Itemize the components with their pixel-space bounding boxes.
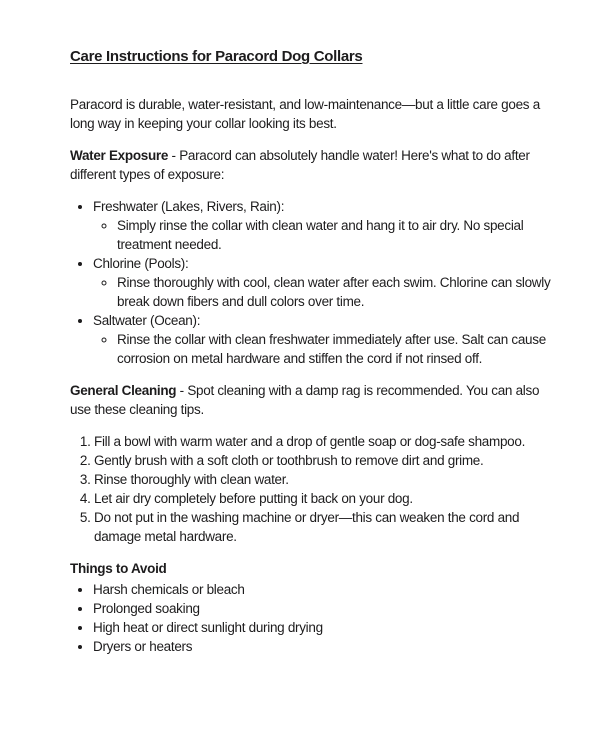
bullet-item-detail: Simply rinse the collar with clean water and hang it to air dry. No special treatment needed.	[117, 218, 524, 252]
list-item	[117, 216, 560, 254]
general-cleaning-lead: - Spot cleaning with a damp rag is recommended. You can also use these cleaning tips.	[70, 383, 540, 417]
bullet-item-label: Saltwater (Ocean):	[93, 313, 201, 328]
sub-list	[93, 216, 560, 254]
water-exposure-lead: - Paracord can absolutely handle water! Here's what to do after different types of exposure:	[70, 148, 530, 182]
cleaning-steps-list	[70, 432, 560, 546]
list-item	[93, 254, 560, 311]
list-item	[117, 273, 560, 311]
intro-paragraph	[70, 95, 560, 133]
water-exposure-heading: Water Exposure	[70, 148, 169, 163]
document-title: Care Instructions for Paracord Dog Collars	[70, 48, 363, 65]
avoid-item: • Prolonged soaking	[93, 599, 560, 618]
avoid-item: • Dryers or heaters	[93, 637, 560, 656]
list-item	[93, 197, 560, 254]
avoid-item: • Harsh chemicals or bleach	[93, 580, 560, 599]
cleaning-step: 2. Gently brush with a soft cloth or toothbrush to remove dirt and grime.	[94, 451, 560, 470]
general-cleaning-heading: General Cleaning	[70, 383, 177, 398]
cleaning-step: 5. Do not put in the washing machine or dryer—this can weaken the cord and damage metal hardware.	[94, 508, 560, 546]
sub-list	[93, 273, 560, 311]
bullet-item-detail: Rinse thoroughly with cool, clean water after each swim. Chlorine can slowly break down fibers and dull colors over time.	[117, 275, 551, 309]
things-to-avoid-heading: Things to Avoid	[70, 561, 167, 576]
cleaning-step: 1. Fill a bowl with warm water and a drop of gentle soap or dog-safe shampoo.	[94, 432, 560, 451]
cleaning-step: 4. Let air dry completely before putting it back on your dog.	[94, 489, 560, 508]
bullet-item-label: Freshwater (Lakes, Rivers, Rain):	[93, 199, 285, 214]
general-cleaning-paragraph	[70, 381, 560, 419]
water-exposure-list	[70, 197, 560, 368]
things-to-avoid-paragraph	[70, 559, 560, 578]
sub-list	[93, 330, 560, 368]
water-exposure-paragraph	[70, 146, 560, 184]
bullet-item-detail: Rinse the collar with clean freshwater immediately after use. Salt can cause corrosion on metal hardware and stiffen the cord if not rinsed off.	[117, 332, 546, 366]
things-to-avoid-list	[70, 580, 560, 656]
intro-text: Paracord is durable, water-resistant, and low-maintenance—but a little care goes a long way in keeping your collar looking its best.	[70, 97, 540, 131]
cleaning-step: 3. Rinse thoroughly with clean water.	[94, 470, 560, 489]
avoid-item: • High heat or direct sunlight during drying	[93, 618, 560, 637]
list-item	[117, 330, 560, 368]
bullet-item-label: Chlorine (Pools):	[93, 256, 189, 271]
list-item	[93, 311, 560, 368]
